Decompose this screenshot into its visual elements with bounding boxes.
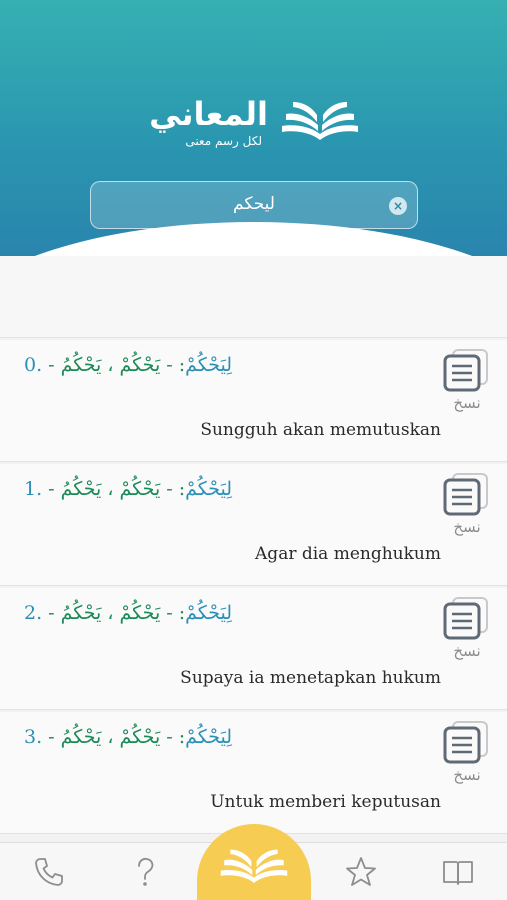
- result-forms: : - يَحْكُمْ ، يَحْكُمُ -: [42, 354, 186, 376]
- clear-search-icon[interactable]: ×: [389, 197, 407, 215]
- home-book-icon: [219, 846, 289, 890]
- copy-button[interactable]: [441, 348, 493, 416]
- result-number: .1: [24, 478, 43, 500]
- result-headword: لِيَحْكُمْ: [185, 726, 233, 748]
- result-meaning: Supaya ia menetapkan hukum: [180, 668, 441, 688]
- result-forms: : - يَحْكُمْ ، يَحْكُمُ -: [42, 726, 186, 748]
- copy-button[interactable]: [441, 720, 493, 788]
- result-number: .2: [24, 602, 43, 624]
- copy-icon: [441, 472, 493, 518]
- open-book-logo-icon: [280, 100, 360, 146]
- result-arabic-title: [24, 354, 232, 376]
- app-header: [0, 0, 507, 260]
- result-number: .0: [24, 354, 43, 376]
- copy-icon: [441, 720, 493, 766]
- copy-label: نسخ: [453, 766, 481, 784]
- result-arabic-title: [24, 602, 232, 624]
- list-top-spacer: [0, 256, 507, 338]
- results-list[interactable]: [0, 256, 507, 842]
- app-logo: [150, 96, 360, 158]
- result-meaning: Untuk memberi keputusan: [210, 792, 441, 812]
- copy-label: نسخ: [453, 642, 481, 660]
- result-arabic-title: [24, 478, 232, 500]
- question-icon[interactable]: [128, 855, 162, 889]
- copy-label: نسخ: [453, 394, 481, 412]
- phone-icon[interactable]: [32, 855, 66, 889]
- result-headword: لِيَحْكُمْ: [185, 602, 233, 624]
- result-card: [0, 340, 507, 462]
- result-forms: : - يَحْكُمْ ، يَحْكُمُ -: [42, 478, 186, 500]
- star-icon[interactable]: [344, 855, 378, 889]
- copy-label: نسخ: [453, 518, 481, 536]
- result-meaning: Sungguh akan memutuskan: [200, 420, 441, 440]
- result-arabic-title: [24, 726, 232, 748]
- app-name: المعاني: [149, 95, 268, 133]
- copy-icon: [441, 596, 493, 642]
- result-card: [0, 712, 507, 834]
- app-tagline: لكل رسم معنى: [185, 134, 262, 148]
- search-input[interactable]: [90, 181, 418, 229]
- result-meaning: Agar dia menghukum: [255, 544, 441, 564]
- book-icon[interactable]: [441, 855, 475, 889]
- copy-button[interactable]: [441, 472, 493, 540]
- search-query: ليحكم: [233, 194, 275, 214]
- result-card: [0, 464, 507, 586]
- result-headword: لِيَحْكُمْ: [185, 478, 233, 500]
- result-card: [0, 588, 507, 710]
- copy-button[interactable]: [441, 596, 493, 664]
- result-number: .3: [24, 726, 43, 748]
- result-headword: لِيَحْكُمْ: [185, 354, 233, 376]
- copy-icon: [441, 348, 493, 394]
- result-forms: : - يَحْكُمْ ، يَحْكُمُ -: [42, 602, 186, 624]
